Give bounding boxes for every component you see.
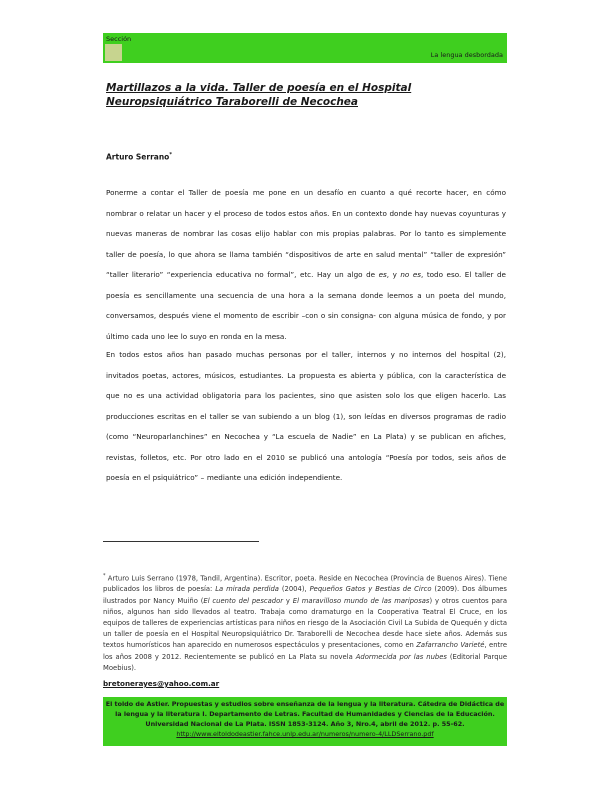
book-title: Pequeños Gatos y Bestias de Circo (309, 585, 432, 594)
author-footnote (103, 571, 507, 674)
author-email-link[interactable]: bretonerayes@yahoo.com.ar (103, 679, 220, 688)
section-header-band (103, 33, 507, 63)
body-italic-es: es (378, 270, 387, 279)
citation-footer (103, 697, 507, 746)
citation-text: El toldo de Astier. Propuestas y estudios sobre enseñanza de la lengua y la literatura. Cátedra de Didáctica de la lengua y la literatura I. Departamento de Letras. Facultad de Humanidades y Ciencias de la Educación. Universidad Nacional de La Plata. ISSN 1853-3124. Año 3, Nro.4, abril de 2012. p. 55-62. (105, 700, 505, 728)
footnote-segment: (Editorial Parque Moebius). (103, 652, 508, 672)
footnote-segment: y (283, 596, 293, 605)
article-title: Martillazos a la vida. Taller de poesía en el Hospital Neuropsiquiátrico Taraborelli de Necochea (106, 82, 412, 108)
show-title: Zafarrancho Varieté (416, 641, 485, 650)
body-text-segment: , todo eso. El taller de poesía es sencillamente una secuencia de una hora a la semana donde leemos a un poeta del mundo, conversamos, después viene el momento de escribir –con o sin consigna- con alguna música de fondo, y por último cada uno lee lo suyo en ronda en la mesa. (106, 270, 506, 341)
footnote-segment: (2004), (278, 585, 310, 594)
footnote-segment: ) y otros cuentos para niños, algunos han sido llevados al teatro. Trabaja como dramaturgo en la Cooperativa Teatral El Cruce, en los equipos de talleres de experiencias artísticas para niños en riesgo de la Asociación Civil La Subida de Quequén y dicta un taller de poesía en el Hospital Neuropsiquiátrico Dr. Taraborelli de Necochea desde hace siete años. Además sus textos humorísticos han aparecido en numerosos espectáculos y presentaciones, como en (103, 596, 507, 650)
column-name: La lengua desbordada (430, 51, 503, 59)
footnote-segment: , entre los años 2008 y 2012. Recientemente se publicó en La Plata su novela (103, 641, 508, 661)
body-text-segment: , y (386, 270, 401, 279)
citation-url-link[interactable]: http://www.eltoldodeastier.fahce.unlp.edu.ar/numeros/numero-4/LLDSerrano.pdf (176, 730, 434, 738)
body-paragraph-1 (106, 183, 506, 347)
body-italic-no-es: no es (400, 270, 422, 279)
section-label: Sección (106, 35, 132, 43)
body-text-segment: Ponerme a contar el Taller de poesía me pone en un desafío en cuanto a qué recorte hacer, en cómo nombrar o relatar un hacer y el proceso de todos estos años. En un contexto donde hay nuevas coyunturas y nuevas maneras de nombrar las cosas elijo hablar con mis propias palabras. Por lo tanto es simplemente taller de poesía, lo que ahora se llama también “dispositivos de arte en salud mental” “taller de expresión” “taller literario” “experiencia educativa no formal”, etc. Hay un algo de (106, 188, 506, 279)
author-name-text: Arturo Serrano (106, 152, 170, 162)
book-title: El cuento del pescador (203, 596, 284, 605)
footnote-divider (103, 541, 259, 542)
author-footnote-mark[interactable]: * (169, 152, 172, 158)
footnote-segment: Arturo Luis Serrano (1978, Tandil, Argentina). Escritor, poeta. Reside en Necochea (Provincia de Buenos Aires). Tiene publicados los libros de poesía: (103, 574, 507, 594)
footnote-mark: * (103, 573, 106, 579)
book-title: La mirada perdida (215, 585, 279, 594)
section-color-swatch (105, 44, 122, 61)
body-paragraph-2: En todos estos años han pasado muchas personas por el taller, internos y no internos del hospital (2), invitados poetas, actores, músicos, estudiantes. La propuesta es abierta y pública, con la característica de que no es una actividad obligatoria para los pacientes, sino que asisten solo los que eligen hacerlo. Las producciones escritas en el taller se van subiendo a un blog (1), son leídas en diversos programas de radio (como “Neuroparlanchines” en Necochea y “La escuela de Nadie” en La Plata) y se publican en afiches, revistas, folletos, etc. Por otro lado en el 2010 se publicó una antología “Poesía por todos, seis años de poesía en el psiquiátrico” – mediante una edición independiente. (106, 350, 506, 482)
book-title: El maravilloso mundo de las mariposas (292, 596, 430, 605)
novel-title: Adormecida por las nubes (355, 652, 447, 661)
author-name (106, 152, 172, 162)
footnote-segment: (2009). Dos álbumes ilustrados por Nancy Muiño ( (103, 585, 507, 605)
